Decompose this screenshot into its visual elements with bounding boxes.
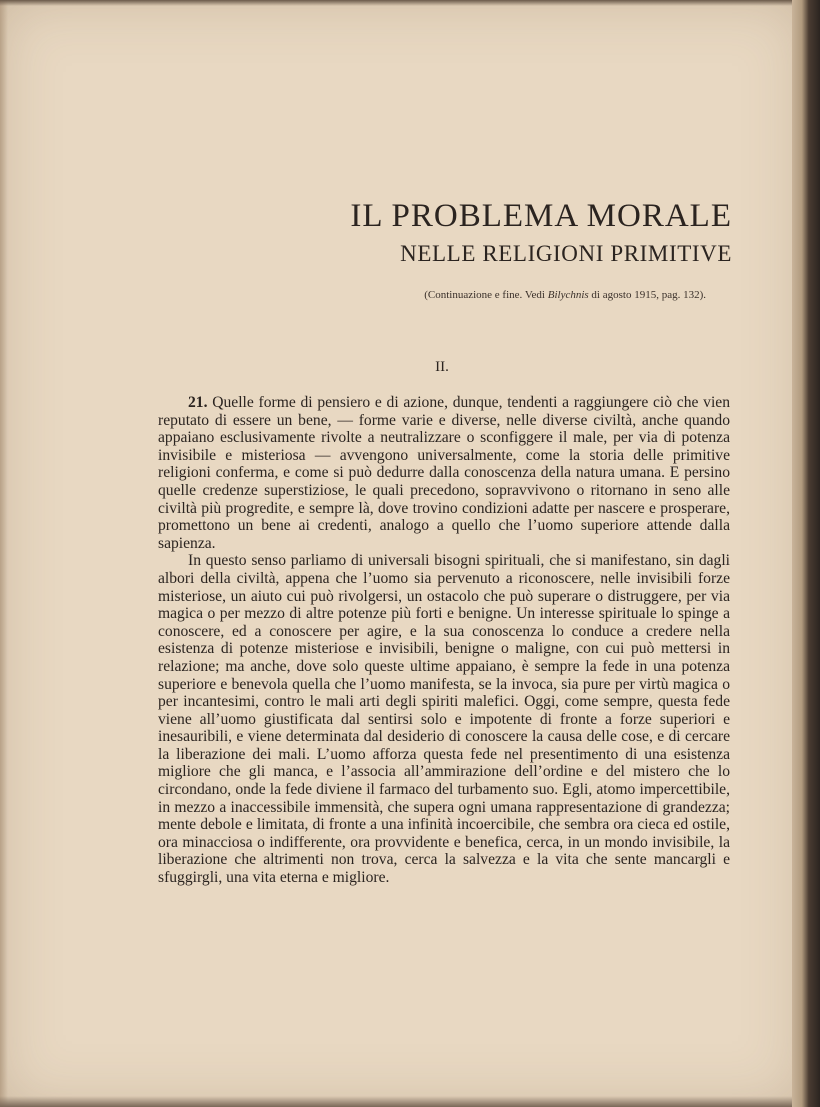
continuation-note-end: di agosto 1915, pag. 132). xyxy=(588,289,706,301)
article-body xyxy=(158,394,730,887)
journal-name: Bilychnis xyxy=(547,289,589,301)
paragraph-21 xyxy=(158,394,730,552)
continuation-note xyxy=(300,289,706,301)
article-title: IL PROBLEMA MORALE xyxy=(350,198,732,234)
page-bottom-edge xyxy=(0,1096,804,1107)
paragraph-2: In questo senso parliamo di universali bisogni spirituali, che si manifestano, sin dagli albori della civiltà, appena che l’uomo sia pervenuto a riconoscere, nelle invisibili forze misteriose, un aiuto cui può rivolgersi, un ostacolo che può superare o distruggere, per via magica o per mezzo di altre potenze più forti e benigne. Un interesse spirituale lo spinge a conoscere, ed a conoscere per agire, e la sua conoscenza lo conduce a credere nella esistenza di potenze misteriose e invisibili, benigne o maligne, con cui può mettersi in relazione; ma anche, dove solo queste ultime appaiano, è sempre la fede in una potenza superiore e benevola quella che l’uomo manifesta, se la invoca, sia pure per virtù magica o per incantesimi, contro le mali arti degli spiriti malefici. Oggi, come sempre, questa fede viene all’uomo giustificata dal sentirsi solo e impotente di fronte a forze superiori e inesauribili, e viene determinata dal desiderio di conoscere la causa delle cose, e di cercare la liberazione dei mali. L’uomo afforza questa fede nel presentimento di una esistenza migliore che gli manca, e l’associa all’ammirazione dell’ordine e del mistero che lo circondano, onde la fede diviene il farmaco del turbamento suo. Egli, atomo impercettibile, in mezzo a inaccessibile immensità, che supera ogni umana rappresentazione di grandezza; mente debole e limitata, di fronte a una infinità incoercibile, che sembra ora cieca ed ostile, ora minacciosa o indifferente, ora provvidente e benefica, cerca, in un mondo invisibile, la liberazione che altrimenti non trova, cerca la salvezza e la vita che sente mancargli e sfuggirgli, una vita eterna e migliore. xyxy=(158,552,730,887)
page-left-edge xyxy=(0,0,8,1107)
section-heading: II. xyxy=(435,359,449,375)
paragraph-number: 21. xyxy=(188,394,208,411)
paragraph-21-text: Quelle forme di pensiero e di azione, dunque, tendenti a raggiungere ciò che vien reputato di essere un bene, — forme varie e diverse, nelle diverse civiltà, anche quando appaiano esclusivamente rivolte a neutralizzare o sconfiggere il male, per via di potenza invisibile e misteriosa — avvengono universalmente, come la storia delle primitive religioni conferma, e come si può dedurre dalla conoscenza della natura umana. E persino quelle credenze superstiziose, le quali precedono, sopravvivono o ritornano in seno alle civiltà più progredite, e sempre là, dove trovino condizioni adatte per nascere e prosperare, promettono un bene ai credenti, analogo a quello che l’uomo superiore attende dalla sapienza. xyxy=(158,394,730,552)
continuation-note-start: (Continuazione e fine. Vedi xyxy=(424,289,548,301)
page-top-edge xyxy=(0,0,804,6)
book-page-edge xyxy=(792,0,820,1107)
article-subtitle: NELLE RELIGIONI PRIMITIVE xyxy=(400,241,732,266)
